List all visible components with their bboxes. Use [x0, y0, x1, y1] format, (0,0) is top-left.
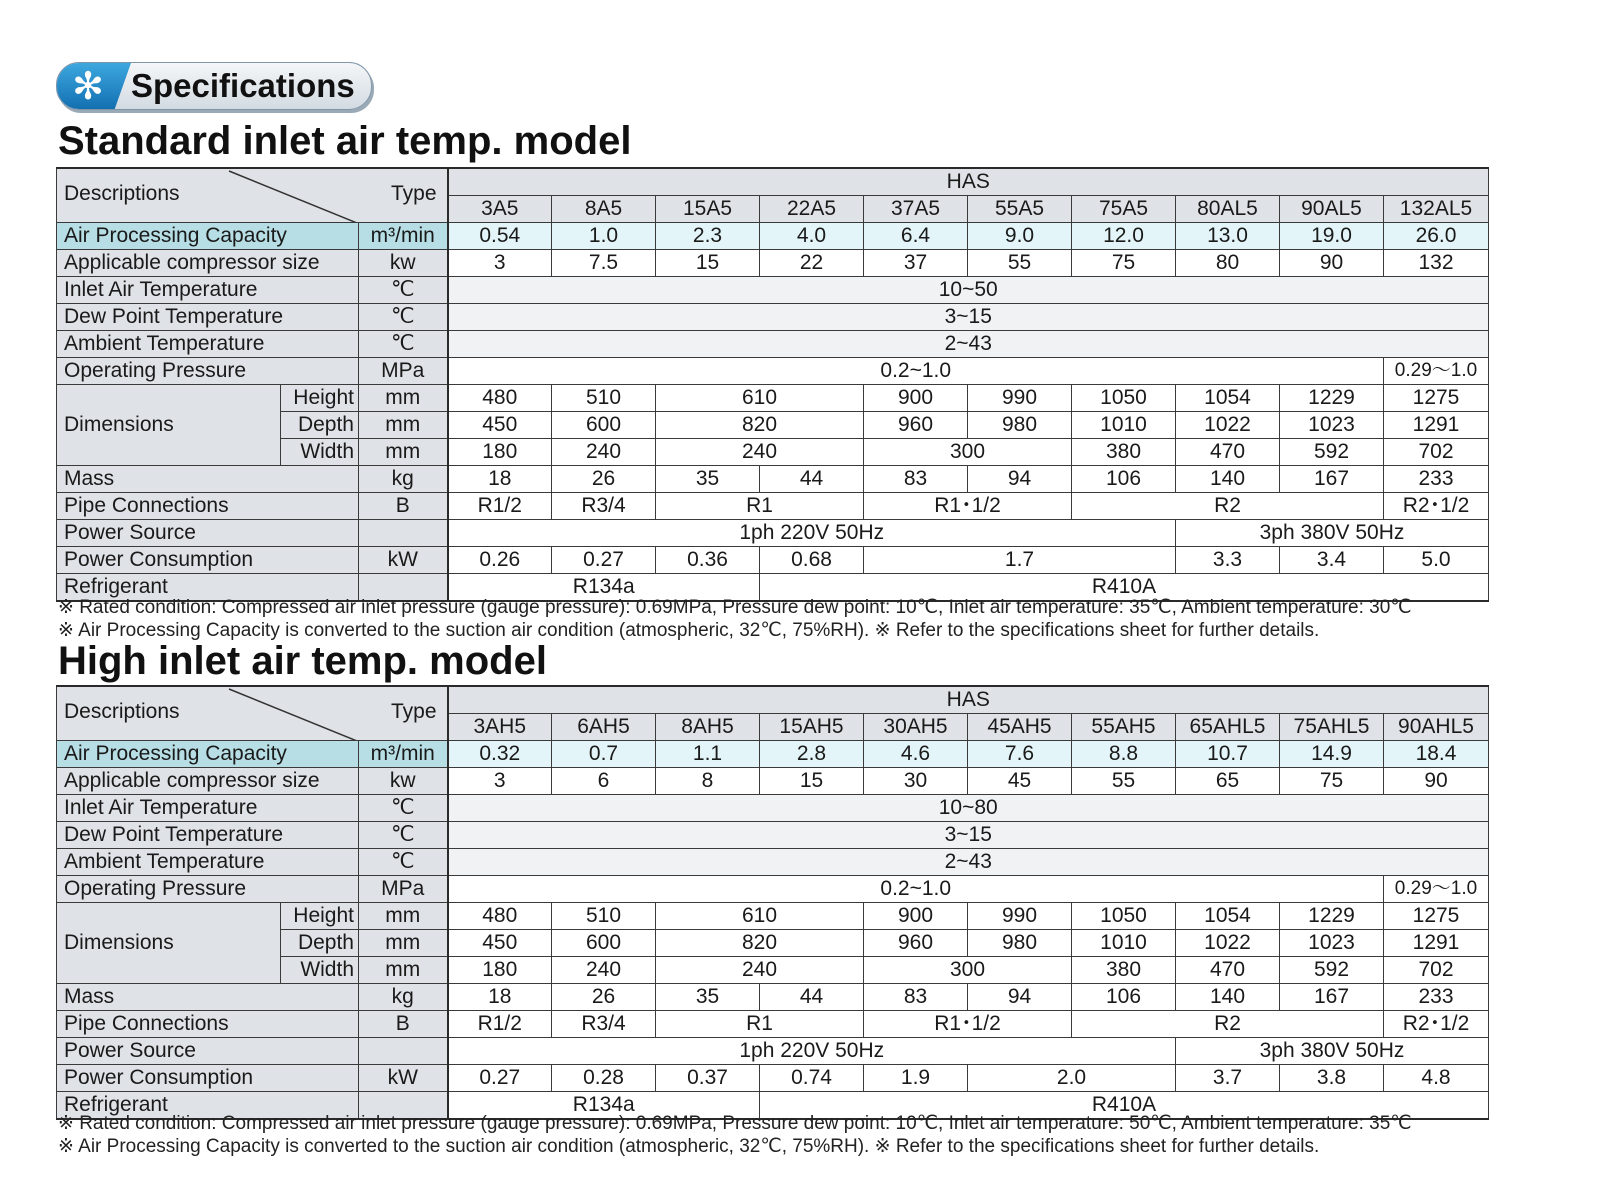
value-cell: 600 — [552, 412, 656, 439]
value-cell: 592 — [1280, 957, 1384, 984]
value-cell: 0.2~1.0 — [448, 358, 1384, 385]
value-cell: 470 — [1176, 957, 1280, 984]
value-cell: 900 — [864, 903, 968, 930]
row-label-power-source: Power Source — [57, 520, 359, 547]
value-cell: 702 — [1384, 957, 1489, 984]
unit-cell — [359, 520, 448, 547]
row-sublabel-height: Height — [281, 385, 359, 412]
value-cell: 2.3 — [656, 223, 760, 250]
value-cell: 1022 — [1176, 930, 1280, 957]
value-cell: 18 — [448, 984, 552, 1011]
row-label-inlet-temp: Inlet Air Temperature — [57, 277, 359, 304]
value-cell: 960 — [864, 930, 968, 957]
unit-cell: ℃ — [359, 795, 448, 822]
value-cell: 6 — [552, 768, 656, 795]
value-cell: 37 — [864, 250, 968, 277]
value-cell: R1 — [656, 1011, 864, 1038]
value-cell: 9.0 — [968, 223, 1072, 250]
row-label-ambient: Ambient Temperature — [57, 849, 359, 876]
value-cell: R410A — [760, 1092, 1489, 1120]
value-cell: 233 — [1384, 984, 1489, 1011]
value-cell: 300 — [864, 439, 1072, 466]
value-cell: 980 — [968, 412, 1072, 439]
value-cell: 4.0 — [760, 223, 864, 250]
value-cell: 3ph 380V 50Hz — [1176, 520, 1489, 547]
value-cell: 0.2~1.0 — [448, 876, 1384, 903]
row-label-ambient: Ambient Temperature — [57, 331, 359, 358]
model-header: 8A5 — [552, 196, 656, 223]
value-cell: R2 — [1072, 493, 1384, 520]
high-section-title: High inlet air temp. model — [58, 639, 547, 683]
value-cell: 3~15 — [448, 304, 1489, 331]
value-cell: 55 — [968, 250, 1072, 277]
model-header: 8AH5 — [656, 714, 760, 741]
value-cell: 4.8 — [1384, 1065, 1489, 1092]
value-cell: 90 — [1280, 250, 1384, 277]
value-cell: 10~80 — [448, 795, 1489, 822]
value-cell: 980 — [968, 930, 1072, 957]
value-cell: 1.9 — [864, 1065, 968, 1092]
value-cell: 3 — [448, 250, 552, 277]
value-cell: 10.7 — [1176, 741, 1280, 768]
value-cell: R2･1/2 — [1384, 493, 1489, 520]
unit-cell: ℃ — [359, 277, 448, 304]
value-cell: 106 — [1072, 984, 1176, 1011]
unit-cell: mm — [359, 412, 448, 439]
row-label-mass: Mass — [57, 984, 359, 1011]
value-cell: 75 — [1280, 768, 1384, 795]
unit-cell: B — [359, 1011, 448, 1038]
value-cell: 1010 — [1072, 412, 1176, 439]
value-cell: 94 — [968, 466, 1072, 493]
model-header: 30AH5 — [864, 714, 968, 741]
model-header: 132AL5 — [1384, 196, 1489, 223]
unit-cell: kg — [359, 984, 448, 1011]
value-cell: 18.4 — [1384, 741, 1489, 768]
value-cell: 15 — [760, 768, 864, 795]
value-cell: 3.3 — [1176, 547, 1280, 574]
row-label-dimensions: Dimensions — [57, 903, 281, 984]
value-cell: 45 — [968, 768, 1072, 795]
value-cell: R2 — [1072, 1011, 1384, 1038]
value-cell: 180 — [448, 439, 552, 466]
value-cell: 4.6 — [864, 741, 968, 768]
value-cell: 610 — [656, 385, 864, 412]
value-cell: 510 — [552, 385, 656, 412]
value-cell: 35 — [656, 984, 760, 1011]
row-label-inlet-temp: Inlet Air Temperature — [57, 795, 359, 822]
value-cell: 80 — [1176, 250, 1280, 277]
value-cell: 1050 — [1072, 385, 1176, 412]
value-cell: 90 — [1384, 768, 1489, 795]
value-cell: 240 — [552, 957, 656, 984]
model-header: 6AH5 — [552, 714, 656, 741]
model-header: 37A5 — [864, 196, 968, 223]
value-cell: 820 — [656, 930, 864, 957]
value-cell: 1.0 — [552, 223, 656, 250]
value-cell: 13.0 — [1176, 223, 1280, 250]
row-label-power-source: Power Source — [57, 1038, 359, 1065]
value-cell: 380 — [1072, 957, 1176, 984]
value-cell: 8.8 — [1072, 741, 1176, 768]
value-cell: 480 — [448, 385, 552, 412]
unit-cell: kw — [359, 250, 448, 277]
unit-cell: ℃ — [359, 822, 448, 849]
value-cell: 22 — [760, 250, 864, 277]
row-sublabel-width: Width — [281, 439, 359, 466]
row-label-dew-point: Dew Point Temperature — [57, 304, 359, 331]
value-cell: 1.7 — [864, 547, 1176, 574]
value-cell: R1/2 — [448, 493, 552, 520]
value-cell: 480 — [448, 903, 552, 930]
value-cell: 990 — [968, 903, 1072, 930]
value-cell: 0.37 — [656, 1065, 760, 1092]
value-cell: 1023 — [1280, 412, 1384, 439]
value-cell: 3ph 380V 50Hz — [1176, 1038, 1489, 1065]
value-cell: 510 — [552, 903, 656, 930]
high-spec-table — [56, 685, 1489, 1120]
standard-note-capacity: ※ Air Processing Capacity is converted to the suction air condition (atmospheric, 32℃, 75%RH). ※ Refer to the specifications sheet for further details. — [58, 620, 1320, 641]
row-label-compressor: Applicable compressor size — [57, 768, 359, 795]
value-cell: 26 — [552, 466, 656, 493]
value-cell: 1ph 220V 50Hz — [448, 1038, 1176, 1065]
model-header: 22A5 — [760, 196, 864, 223]
value-cell: 26.0 — [1384, 223, 1489, 250]
value-cell: 960 — [864, 412, 968, 439]
model-header: 45AH5 — [968, 714, 1072, 741]
value-cell: R410A — [760, 574, 1489, 602]
descriptions-type-header — [57, 686, 448, 741]
snowflake-icon: ✻ — [72, 64, 104, 108]
value-cell: 0.7 — [552, 741, 656, 768]
standard-spec-table — [56, 167, 1489, 602]
value-cell: 600 — [552, 930, 656, 957]
unit-cell: B — [359, 493, 448, 520]
descriptions-label: Descriptions — [64, 182, 180, 205]
value-cell: 2.8 — [760, 741, 864, 768]
value-cell: R1･1/2 — [864, 1011, 1072, 1038]
value-cell: 94 — [968, 984, 1072, 1011]
value-cell: 0.68 — [760, 547, 864, 574]
unit-cell: mm — [359, 439, 448, 466]
row-label-pipe: Pipe Connections — [57, 493, 359, 520]
model-header: 90AHL5 — [1384, 714, 1489, 741]
value-cell: 380 — [1072, 439, 1176, 466]
row-sublabel-depth: Depth — [281, 412, 359, 439]
unit-cell — [359, 1038, 448, 1065]
unit-cell: m³/min — [359, 223, 448, 250]
row-sublabel-depth: Depth — [281, 930, 359, 957]
value-cell: 106 — [1072, 466, 1176, 493]
value-cell: 0.28 — [552, 1065, 656, 1092]
value-cell: 65 — [1176, 768, 1280, 795]
value-cell: 1291 — [1384, 412, 1489, 439]
value-cell: 3.4 — [1280, 547, 1384, 574]
value-cell: 820 — [656, 412, 864, 439]
value-cell: 2~43 — [448, 849, 1489, 876]
value-cell: 1050 — [1072, 903, 1176, 930]
descriptions-type-header — [57, 168, 448, 223]
unit-cell: m³/min — [359, 741, 448, 768]
model-header: 75A5 — [1072, 196, 1176, 223]
value-cell: 83 — [864, 466, 968, 493]
value-cell: 35 — [656, 466, 760, 493]
row-label-refrigerant: Refrigerant — [57, 574, 359, 602]
model-header: 15A5 — [656, 196, 760, 223]
value-cell: 0.29～1.0 — [1384, 358, 1489, 385]
specifications-badge — [56, 62, 374, 112]
value-cell: 240 — [552, 439, 656, 466]
model-header: 3A5 — [448, 196, 552, 223]
unit-cell: ℃ — [359, 331, 448, 358]
value-cell: R1/2 — [448, 1011, 552, 1038]
value-cell: 1229 — [1280, 903, 1384, 930]
unit-cell: MPa — [359, 358, 448, 385]
high-note-rated: ※ Rated condition: Compressed air inlet pressure (gauge pressure): 0.69MPa, Pressure dew point: 10℃, Inlet air temperature: 50℃, Ambient temperature: 35℃ — [58, 1113, 1412, 1134]
value-cell: 19.0 — [1280, 223, 1384, 250]
value-cell: 450 — [448, 412, 552, 439]
value-cell: 0.27 — [552, 547, 656, 574]
model-header: 55A5 — [968, 196, 1072, 223]
unit-cell: ℃ — [359, 849, 448, 876]
row-label-pressure: Operating Pressure — [57, 876, 359, 903]
row-label-power-consumption: Power Consumption — [57, 547, 359, 574]
value-cell: 450 — [448, 930, 552, 957]
row-label-pressure: Operating Pressure — [57, 358, 359, 385]
value-cell: 702 — [1384, 439, 1489, 466]
value-cell: 610 — [656, 903, 864, 930]
model-header: 90AL5 — [1280, 196, 1384, 223]
value-cell: 55 — [1072, 768, 1176, 795]
type-label: Type — [390, 182, 437, 205]
standard-section-title: Standard inlet air temp. model — [58, 119, 632, 163]
row-label-refrigerant: Refrigerant — [57, 1092, 359, 1120]
value-cell: 3~15 — [448, 822, 1489, 849]
value-cell: 8 — [656, 768, 760, 795]
value-cell: 900 — [864, 385, 968, 412]
value-cell: 2.0 — [968, 1065, 1176, 1092]
high-note-capacity: ※ Air Processing Capacity is converted to the suction air condition (atmospheric, 32℃, 75%RH). ※ Refer to the specifications sheet for further details. — [58, 1136, 1320, 1157]
value-cell: 140 — [1176, 984, 1280, 1011]
value-cell: R1･1/2 — [864, 493, 1072, 520]
value-cell: 470 — [1176, 439, 1280, 466]
value-cell: 30 — [864, 768, 968, 795]
value-cell: 12.0 — [1072, 223, 1176, 250]
model-header: 55AH5 — [1072, 714, 1176, 741]
value-cell: 1229 — [1280, 385, 1384, 412]
value-cell: 7.6 — [968, 741, 1072, 768]
value-cell: 0.36 — [656, 547, 760, 574]
value-cell: 0.29～1.0 — [1384, 876, 1489, 903]
value-cell: 1.1 — [656, 741, 760, 768]
value-cell: 1ph 220V 50Hz — [448, 520, 1176, 547]
descriptions-label: Descriptions — [64, 700, 180, 723]
value-cell: 140 — [1176, 466, 1280, 493]
value-cell: 26 — [552, 984, 656, 1011]
value-cell: 592 — [1280, 439, 1384, 466]
value-cell: R2･1/2 — [1384, 1011, 1489, 1038]
value-cell: 15 — [656, 250, 760, 277]
value-cell: 1275 — [1384, 903, 1489, 930]
badge-label: Specifications — [131, 67, 355, 104]
value-cell: 44 — [760, 466, 864, 493]
value-cell: R134a — [448, 1092, 760, 1120]
value-cell: 75 — [1072, 250, 1176, 277]
model-header: 80AL5 — [1176, 196, 1280, 223]
unit-cell: mm — [359, 385, 448, 412]
value-cell: 1291 — [1384, 930, 1489, 957]
value-cell: 240 — [656, 439, 864, 466]
value-cell: 6.4 — [864, 223, 968, 250]
value-cell: 0.74 — [760, 1065, 864, 1092]
value-cell: 0.27 — [448, 1065, 552, 1092]
value-cell: 132 — [1384, 250, 1489, 277]
value-cell: 10~50 — [448, 277, 1489, 304]
series-header: HAS — [448, 168, 1489, 196]
value-cell: 0.32 — [448, 741, 552, 768]
row-label-power-consumption: Power Consumption — [57, 1065, 359, 1092]
unit-cell: kW — [359, 1065, 448, 1092]
value-cell: 1010 — [1072, 930, 1176, 957]
row-label-dimensions: Dimensions — [57, 385, 281, 466]
value-cell: 300 — [864, 957, 1072, 984]
value-cell: 7.5 — [552, 250, 656, 277]
row-label-air-processing: Air Processing Capacity — [57, 741, 359, 768]
value-cell: R134a — [448, 574, 760, 602]
row-sublabel-width: Width — [281, 957, 359, 984]
model-header: 75AHL5 — [1280, 714, 1384, 741]
standard-note-rated: ※ Rated condition: Compressed air inlet pressure (gauge pressure): 0.69MPa, Pressure dew point: 10℃, Inlet air temperature: 35℃, Ambient temperature: 30℃ — [58, 597, 1412, 618]
value-cell: 14.9 — [1280, 741, 1384, 768]
value-cell: 1022 — [1176, 412, 1280, 439]
value-cell: 3.8 — [1280, 1065, 1384, 1092]
row-label-mass: Mass — [57, 466, 359, 493]
value-cell: 2~43 — [448, 331, 1489, 358]
type-label: Type — [390, 700, 437, 723]
value-cell: 1054 — [1176, 385, 1280, 412]
row-label-dew-point: Dew Point Temperature — [57, 822, 359, 849]
value-cell: 1054 — [1176, 903, 1280, 930]
series-header: HAS — [448, 686, 1489, 714]
model-header: 65AHL5 — [1176, 714, 1280, 741]
row-sublabel-height: Height — [281, 903, 359, 930]
badge-body — [56, 62, 372, 110]
unit-cell: MPa — [359, 876, 448, 903]
value-cell: 167 — [1280, 984, 1384, 1011]
value-cell: 240 — [656, 957, 864, 984]
value-cell: 44 — [760, 984, 864, 1011]
value-cell: 0.26 — [448, 547, 552, 574]
unit-cell: ℃ — [359, 304, 448, 331]
unit-cell: kg — [359, 466, 448, 493]
value-cell: 233 — [1384, 466, 1489, 493]
model-header: 15AH5 — [760, 714, 864, 741]
value-cell: R1 — [656, 493, 864, 520]
unit-cell: kW — [359, 547, 448, 574]
unit-cell: mm — [359, 930, 448, 957]
row-label-pipe: Pipe Connections — [57, 1011, 359, 1038]
row-label-compressor: Applicable compressor size — [57, 250, 359, 277]
unit-cell: mm — [359, 957, 448, 984]
unit-cell: kw — [359, 768, 448, 795]
model-header: 3AH5 — [448, 714, 552, 741]
value-cell: R3/4 — [552, 493, 656, 520]
value-cell: 83 — [864, 984, 968, 1011]
value-cell: 1275 — [1384, 385, 1489, 412]
unit-cell: mm — [359, 903, 448, 930]
value-cell: 990 — [968, 385, 1072, 412]
value-cell: 180 — [448, 957, 552, 984]
row-label-air-processing: Air Processing Capacity — [57, 223, 359, 250]
value-cell: 18 — [448, 466, 552, 493]
value-cell: 3.7 — [1176, 1065, 1280, 1092]
value-cell: 3 — [448, 768, 552, 795]
value-cell: R3/4 — [552, 1011, 656, 1038]
value-cell: 1023 — [1280, 930, 1384, 957]
value-cell: 167 — [1280, 466, 1384, 493]
value-cell: 0.54 — [448, 223, 552, 250]
value-cell: 5.0 — [1384, 547, 1489, 574]
